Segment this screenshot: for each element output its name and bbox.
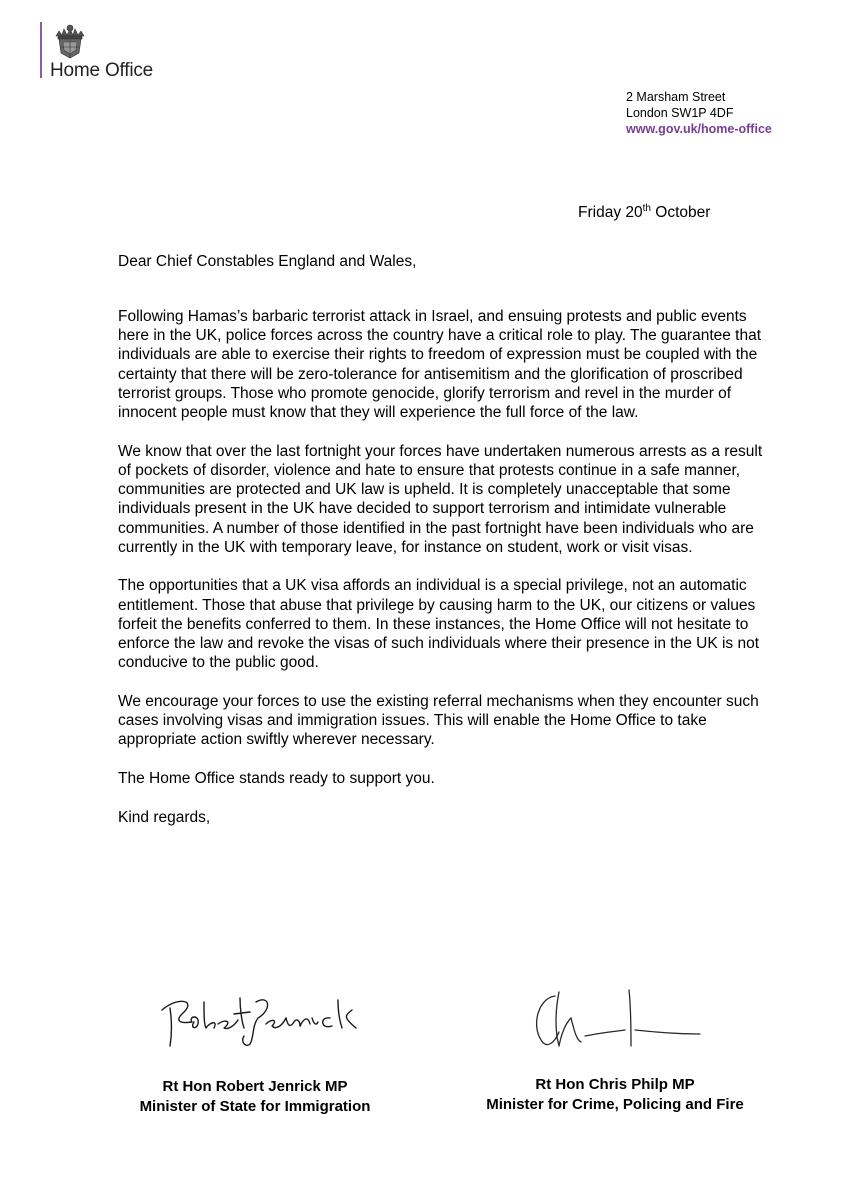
department-name: Home Office bbox=[50, 60, 154, 81]
support-line: The Home Office stands ready to support you. bbox=[118, 770, 435, 788]
address-block bbox=[626, 89, 772, 137]
address-line-1: 2 Marsham Street bbox=[626, 90, 726, 104]
date-month: October bbox=[650, 204, 711, 221]
signature-philp bbox=[525, 984, 745, 1056]
paragraph: We encourage your forces to use the existing referral mechanisms when they encounter such cases involving visas and immigration issues. This will enable the Home Office to take appropriate action swiftly wherever necessary. bbox=[118, 692, 759, 749]
website-link[interactable]: www.gov.uk/home-office bbox=[626, 122, 772, 136]
royal-crest-icon bbox=[50, 22, 90, 60]
signatory-jenrick bbox=[110, 1077, 400, 1117]
letter-date bbox=[578, 204, 710, 222]
paragraph: Following Hamas’s barbaric terrorist attack in Israel, and ensuing protests and public events here in the UK, police forces across the country have a critical role to play. The guarantee that individuals are able to exercise their rights to freedom of expression must be coupled with the certainty that there will be zero-tolerance for antisemitism and the glorification of proscribed terrorist groups. Those who promote genocide, glorify terrorism and revel in the murder of innocent people must know that they will experience the full force of the law. bbox=[118, 308, 762, 422]
paragraph: We know that over the last fortnight your forces have undertaken numerous arrests as a result of pockets of disorder, violence and hate to ensure that protests continue in a safe manner, communities are protected and UK law is upheld. It is completely unacceptable that some individuals present in the UK have decided to support terrorism and intimidate vulnerable communities. A number of those identified in the past fortnight have been individuals who are currently in the UK with temporary leave, for instance on student, work or visit visas. bbox=[118, 442, 763, 556]
signatory-philp bbox=[455, 1075, 775, 1115]
paragraph: The opportunities that a UK visa affords an individual is a special privilege, not an automatic entitlement. Those that abuse that privilege by causing harm to the UK, our citizens or values forfeit the benefits conferred to them. In these instances, the Home Office will not hesitate to enforce the law and revoke the visas of such individuals where their presence in the UK is not conducive to the public good. bbox=[118, 577, 760, 672]
address-line-2: London SW1P 4DF bbox=[626, 106, 734, 120]
date-day: Friday 20 bbox=[578, 204, 643, 221]
signatory-role: Minister of State for Immigration bbox=[139, 1098, 371, 1115]
sign-off: Kind regards, bbox=[118, 808, 211, 826]
signatory-name: Rt Hon Robert Jenrick MP bbox=[162, 1078, 348, 1095]
signatory-name: Rt Hon Chris Philp MP bbox=[535, 1076, 695, 1093]
signature-jenrick bbox=[148, 988, 388, 1050]
logo-bar bbox=[40, 22, 42, 78]
letter-body bbox=[118, 307, 778, 846]
salutation: Dear Chief Constables England and Wales, bbox=[118, 253, 417, 270]
signatory-role: Minister for Crime, Policing and Fire bbox=[486, 1096, 744, 1113]
date-ordinal: th bbox=[642, 203, 651, 214]
